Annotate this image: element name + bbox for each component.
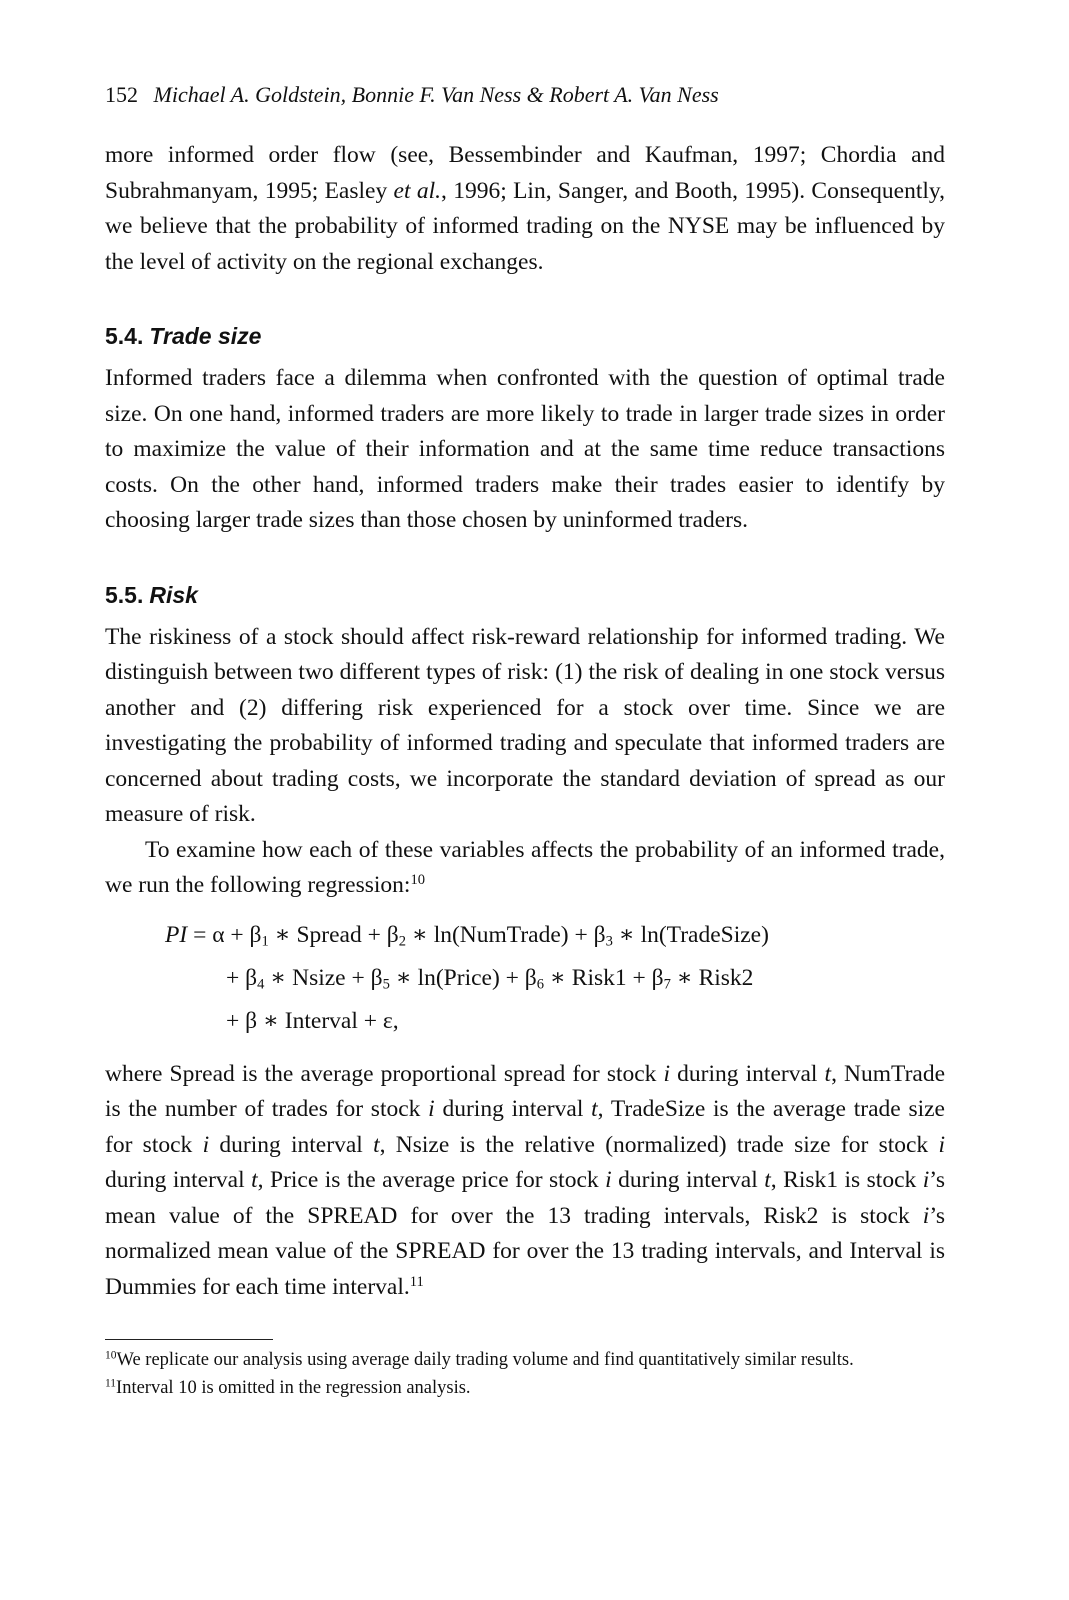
footnote-mark: 10 [105, 1349, 117, 1362]
eq-sub: 2 [398, 933, 406, 950]
def-text: ’s normalized mean value of the SPREAD for over the 13 trading intervals, and Interval is Dummies for each time interval. [105, 1202, 945, 1300]
trade-size-paragraph: Informed traders face a dilemma when confronted with the question of optimal trade size. On one hand, informed traders are more likely to trade in larger trade sizes in order to maximize the value of their information and at the same time reduce transactions costs. On the other hand, informed traders make their trades easier to identify by choosing larger trade sizes than those chosen by uninformed traders. [105, 365, 945, 533]
page [105, 82, 945, 1402]
eq-part: ∗ Risk1 + β [544, 964, 664, 991]
section-number: 5.5. [105, 581, 144, 608]
footnote-ref-11[interactable]: 11 [409, 1273, 424, 1290]
def-var: i [922, 1167, 930, 1193]
regression-equation [105, 914, 945, 1043]
eq-part: ∗ ln(Price) + β [389, 964, 537, 991]
section-heading-trade-size [105, 321, 945, 351]
footnote-10 [105, 1346, 945, 1374]
def-text: , NumTrade is the number of trades for stock [105, 1060, 946, 1122]
def-var: i [605, 1167, 612, 1193]
footnote-ref-10[interactable]: 10 [410, 872, 425, 888]
eq-sub: 7 [663, 976, 671, 993]
risk-paragraph: The riskiness of a stock should affect risk-reward relationship for informed trading. We distinguish between two different types of risk: (1) the risk of dealing in one stock versus another and (2) differing risk experienced for a stock over time. Since we are investigating the probability of informed trading and speculate that informed traders are concerned about trading costs, we incorporate the standard deviation of spread as our measure of risk. [105, 623, 945, 827]
eq-part: + β [226, 964, 258, 991]
def-var: i [428, 1096, 435, 1122]
def-text: , TradeSize is the average trade size for stock [105, 1096, 945, 1158]
def-text: , Price is the average price for stock [257, 1167, 606, 1193]
page-number: 152 [105, 82, 138, 107]
intro-paragraph [105, 138, 945, 280]
eq-part: ∗ Nsize + β [264, 964, 383, 991]
def-var: t [591, 1096, 598, 1122]
eq-sub: 1 [261, 933, 269, 950]
def-text: ’s mean value of the SPREAD for over the 13 trading intervals, Risk2 is stock [105, 1167, 945, 1229]
regression-intro-paragraph [105, 833, 945, 904]
section-title: Risk [149, 581, 198, 608]
eq-part: ∗ Risk2 [670, 964, 754, 991]
def-text: during interval [611, 1167, 765, 1193]
eq-sub: 6 [536, 976, 545, 993]
def-text: during interval [434, 1096, 592, 1122]
footnote-text: We replicate our analysis using average daily trading volume and find quantitatively similar results. [116, 1350, 854, 1370]
def-text: where Spread is the average proportional spread for stock [105, 1060, 664, 1087]
def-var: i [663, 1060, 671, 1087]
eq-sub: 3 [605, 933, 613, 950]
section-heading-risk [105, 580, 945, 610]
def-text: , Nsize is the relative (normalized) trade size for stock [379, 1131, 939, 1158]
footnote-11 [105, 1374, 945, 1402]
footnote-mark: 11 [105, 1377, 117, 1390]
equation-line-1 [105, 914, 945, 957]
eq-part: ∗ ln(TradeSize) [612, 921, 769, 948]
footnote-divider [105, 1339, 273, 1340]
intro-etal: et al. [393, 177, 441, 204]
equation-line-3 [105, 1000, 945, 1043]
intro-text-b: , 1996; Lin, Sanger, and Booth, 1995). Consequently, we believe that the probability of informed trading on the NYSE may be influenced by the level of activity on the regional exchanges. [105, 177, 945, 275]
def-var: t [251, 1167, 258, 1193]
equation-lhs: PI [165, 921, 188, 948]
eq-part: ∗ ln(NumTrade) + β [405, 921, 606, 948]
def-text: during interval [105, 1167, 252, 1193]
def-text: during interval [670, 1060, 825, 1087]
definitions-paragraph [105, 1057, 945, 1306]
eq-sub: 5 [382, 976, 390, 993]
regression-intro-text: To examine how each of these variables affects the probability of an informed trade, we run the following regression: [105, 836, 945, 898]
def-var: t [824, 1060, 832, 1087]
eq-part: = α + β [187, 921, 262, 948]
def-text: during interval [209, 1131, 374, 1158]
eq-part: ∗ Spread + β [268, 921, 399, 948]
intro-text-a: more informed order flow (see, Bessembinder and Kaufman, 1997; Chordia and Subrahmanyam, 1995; Easley [105, 142, 945, 204]
def-var: t [373, 1131, 380, 1158]
def-text: , Risk1 is stock [770, 1167, 923, 1193]
def-var: i [938, 1131, 945, 1158]
def-var: t [764, 1167, 771, 1193]
eq-part: + β ∗ Interval + ε, [226, 1007, 399, 1034]
def-var: i [202, 1131, 210, 1158]
footnote-text: Interval 10 is omitted in the regression analysis. [116, 1378, 471, 1398]
def-var: i [922, 1202, 930, 1229]
running-head-authors: Michael A. Goldstein, Bonnie F. Van Ness & Robert A. Van Ness [153, 82, 719, 107]
eq-sub: 4 [257, 976, 265, 993]
section-number: 5.4. [105, 323, 144, 349]
equation-line-2 [105, 957, 945, 1000]
section-title: Trade size [149, 323, 262, 349]
running-head [105, 82, 945, 108]
